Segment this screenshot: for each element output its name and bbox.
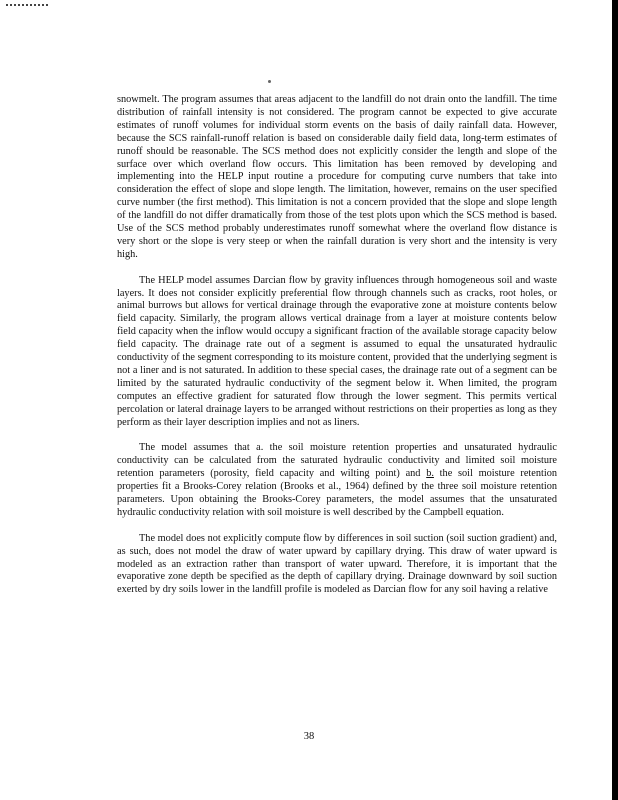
scan-speck	[268, 80, 271, 83]
page-number: 38	[303, 731, 315, 742]
paragraph-text-segment: the soil moisture retention properties and unsaturated hydraulic conductivity can be calculated from the saturated hydraulic conductivity and limited soil moisture retention parameters (porosity, field capacity and wilting point) and	[117, 442, 557, 480]
list-marker-a: a.	[256, 442, 264, 454]
paragraph-text-segment: The model assumes that	[139, 442, 257, 454]
scan-artifact-mark	[6, 4, 48, 12]
list-marker-b: b.	[426, 468, 434, 480]
paragraph-darcian-flow: The HELP model assumes Darcian flow by gravity influences through homogeneous soil and waste layers. It does not consider explicitly preferential flow through channels such as cracks, root holes, or animal burrows but allows for vertical drainage through the evaporative zone at moisture contents below field capacity. Similarly, the program allows vertical drainage from a layer at moisture contents below field capacity when the inflow would occupy a significant fraction of the available storage capacity below field capacity. The drainage rate out of a segment is assumed to equal the unsaturated hydraulic conductivity of the segment corresponding to its moisture content, provided that the underlying segment is not a liner and is not saturated. In addition to these special cases, the drainage rate out of a segment can be limited by the saturated hydraulic conductivity of the segment below it. When limited, the program computes an effective gradient for saturated flow through the lower segment. This permits vertical percolation or lateral drainage layers to be arranged without restrictions on their properties as long as they perform as their layer description implies and not as liners.	[117, 274, 557, 428]
scan-edge-border	[612, 0, 618, 800]
paragraph-snowmelt-runoff: snowmelt. The program assumes that areas adjacent to the landfill do not drain onto the landfill. The time distribution of rainfall intensity is not considered. The program cannot be expected to give accurate estimates of runoff volumes for individual storm events on the basis of daily rainfall data. However, because the SCS rainfall-runoff relation is based on considerable daily field data, long-term estimates of runoff should be reasonable. The SCS method does not explicitly consider the length and slope of the surface over which overland flow occurs. This limitation has been removed by developing and implementing into the HELP input routine a procedure for computing curve numbers that take into consideration the effect of slope and slope length. The limitation, however, remains on the user specified curve number (the first method). This limitation is not a concern provided that the slope and slope length of the landfill do not differ dramatically from those of the test plots upon which the SCS method is based. Use of the SCS method probably underestimates runoff somewhat where the overland flow distance is very short or the slope is very steep or when the rainfall duration is very short and the intensity is very high.	[117, 94, 557, 260]
paragraph-text-segment: the soil moisture retention properties fit a Brooks-Corey relation (Brooks et al., 1964) defined by the three soil moisture retention parameters. Upon obtaining the Brooks-Corey parameters, the model assumes that the unsaturated hydraulic conductivity relation with soil moisture is well described by the Campbell equation.	[117, 468, 557, 518]
paragraph-soil-moisture-assumptions	[117, 442, 557, 519]
document-body	[117, 94, 557, 610]
paragraph-soil-suction: The model does not explicitly compute flow by differences in soil suction (soil suction gradient) and, as such, does not model the draw of water upward by capillary drying. This draw of water upward is modeled as an extraction rather than transport of water upward. Therefore, it is important that the evaporative zone depth be specified as the depth of capillary drying. Drainage downward by soil suction exerted by dry soils lower in the landfill profile is modeled as Darcian flow for any soil having a relative	[117, 532, 557, 596]
